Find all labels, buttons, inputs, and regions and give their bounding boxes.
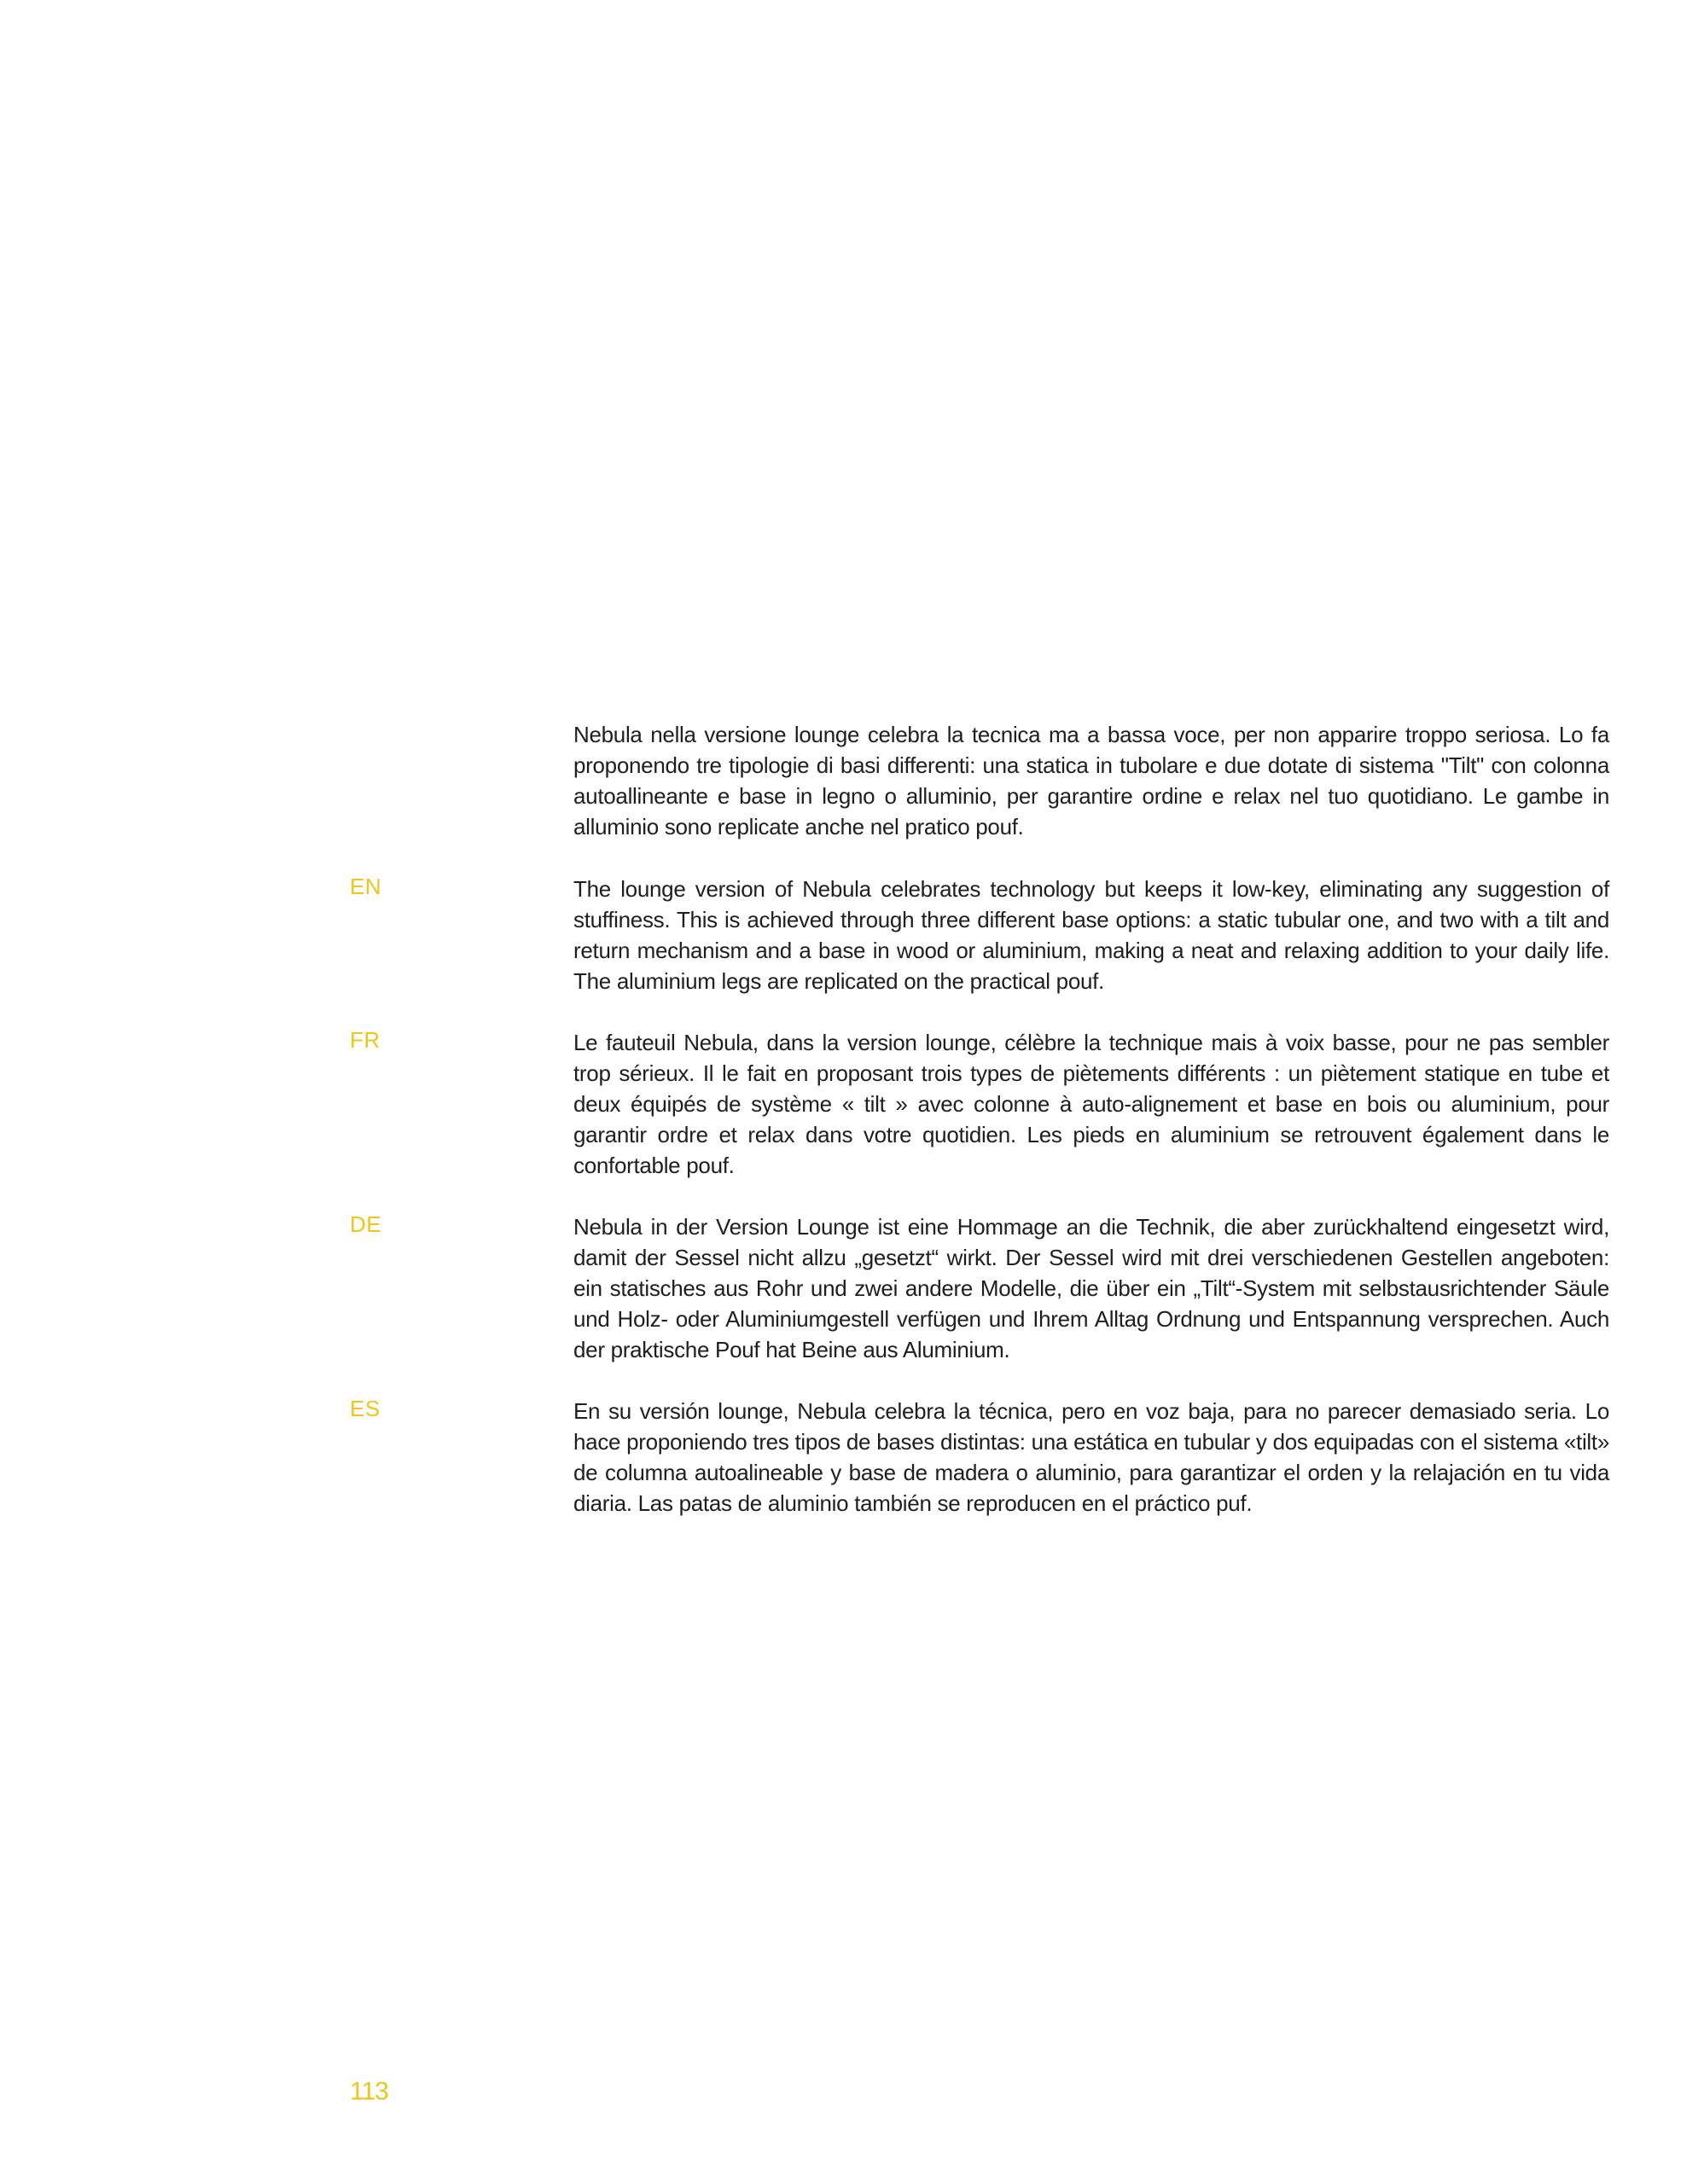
language-label-en: EN — [350, 874, 382, 899]
page-number: 113 — [350, 2077, 388, 2106]
language-label-de: DE — [350, 1211, 382, 1237]
paragraph-english: The lounge version of Nebula celebrates technology but keeps it low-key, eliminating any suggestion of stuffiness. This is achieved through three different base options: a static tubular one, and two with a tilt and return mechanism and a base in wood or aluminium, making a neat and relaxing addition to your daily life. The aluminium legs are replicated on the practical pouf. — [573, 876, 1609, 994]
paragraph-french: Le fauteuil Nebula, dans la version lounge, célèbre la technique mais à voix basse, pour ne pas sembler trop sérieux. Il le fait en proposant trois types de piètements différents : un piètement statique en tube et deux équipés de système « tilt » avec colonne à auto-alignement et base en bois ou aluminium, pour garantir ordre et relax dans votre quotidien. Les pieds en aluminium se retrouvent également dans le confortable pouf. — [573, 1030, 1609, 1178]
language-label-fr: FR — [350, 1027, 381, 1053]
paragraph-spanish: En su versión lounge, Nebula celebra la técnica, pero en voz baja, para no parecer demasiado seria. Lo hace proponiendo tres tipos de bases distintas: una estática en tubular y dos equipadas con el sistema «tilt» de columna autoalineable y base de madera o aluminio, para garantizar el orden y la relajación en tu vida diaria. Las patas de aluminio también se reproducen en el práctico puf. — [573, 1398, 1609, 1516]
language-label-es: ES — [350, 1396, 381, 1421]
paragraph-italian: Nebula nella versione lounge celebra la tecnica ma a bassa voce, per non apparire troppo seriosa. Lo fa proponendo tre tipologie di basi differenti: una statica in tubolare e due dotate di sistema "Tilt" con colonna autoallineante e base in legno o alluminio, per garantire ordine e relax nel tuo quotidiano. Le gambe in alluminio sono replicate anche nel pratico pouf. — [573, 722, 1609, 839]
paragraph-german: Nebula in der Version Lounge ist eine Hommage an die Technik, die aber zurückhaltend eingesetzt wird, damit der Sessel nicht allzu „gesetzt“ wirkt. Der Sessel wird mit drei verschiedenen Gestellen angeboten: ein statisches aus Rohr und zwei andere Modelle, die über ein „Tilt“-System mit selbstausrichtender Säule und Holz- oder Aluminiumgestell verfügen und Ihrem Alltag Ordnung und Entspannung versprechen. Auch der praktische Pouf hat Beine aus Aluminium. — [573, 1214, 1609, 1362]
